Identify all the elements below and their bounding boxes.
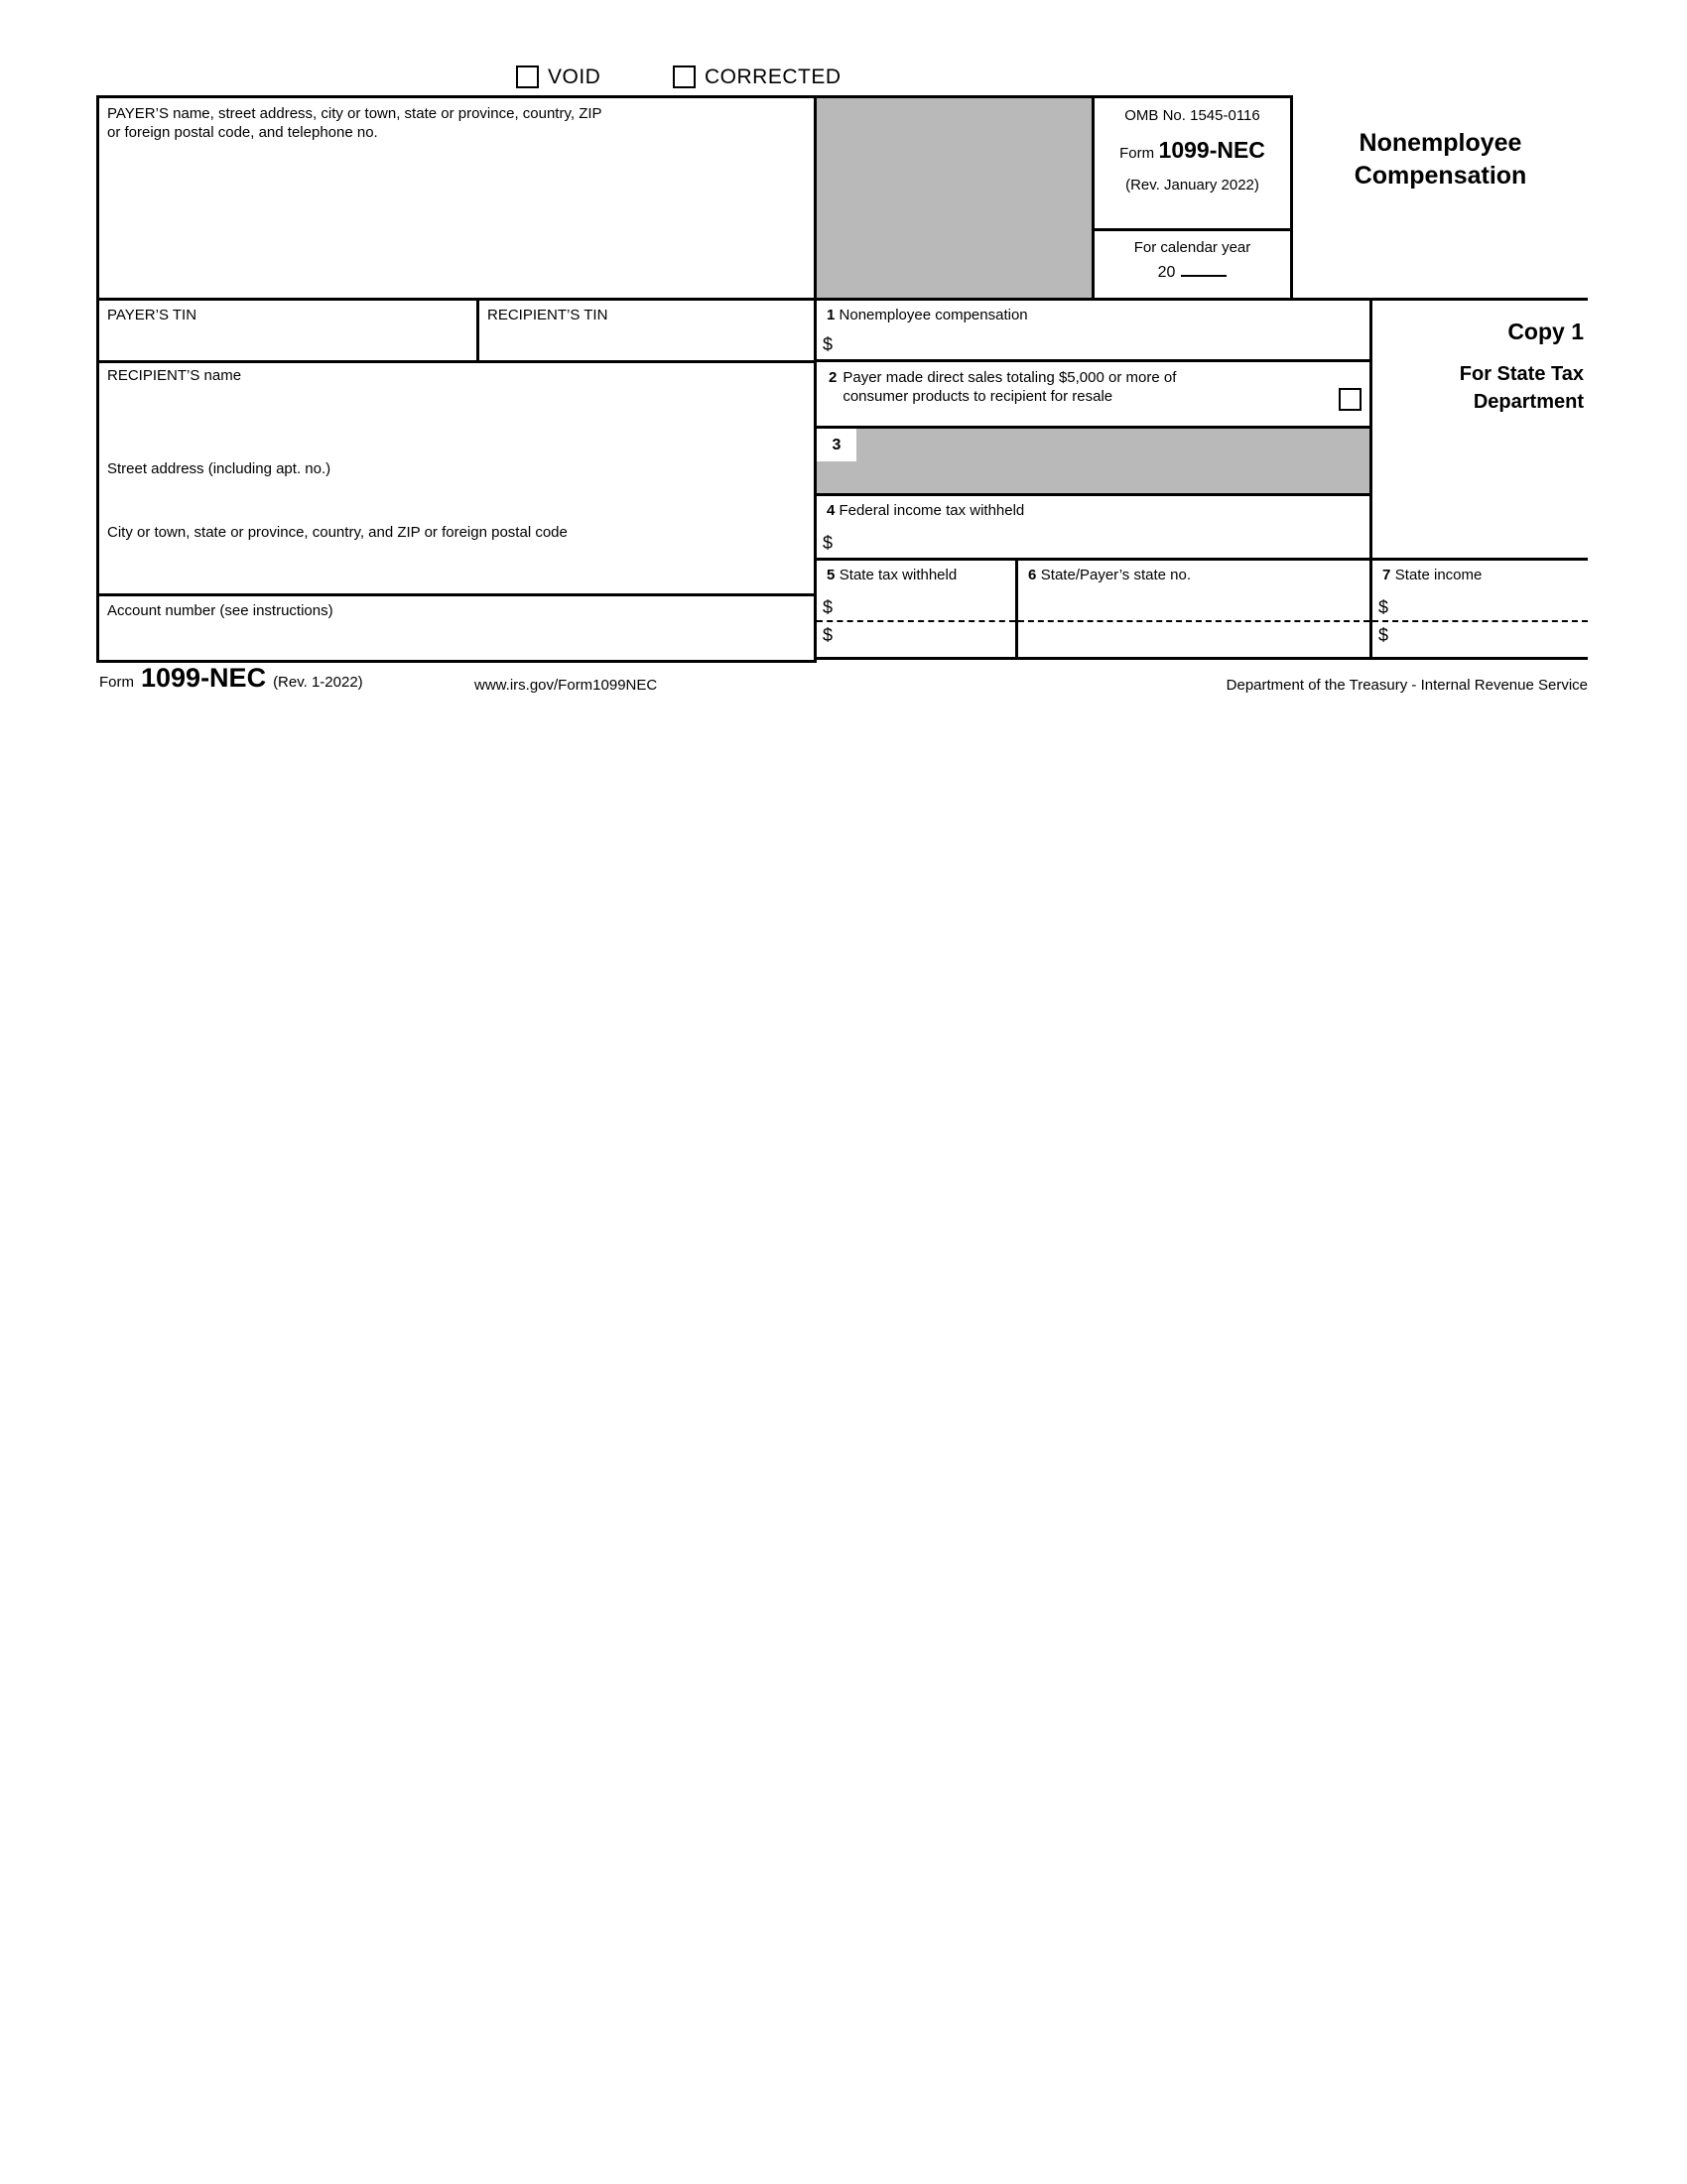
calendar-year-label: For calendar year [1133,239,1251,256]
box2-label-line2: consumer products to recipient for resale [843,388,1113,405]
corrected-checkbox[interactable] [673,65,696,88]
payer-info-label: PAYER’S name, street address, city or town, state or province, country, ZIP or foreign postal code, and telephone no. [107,105,602,141]
omb-form-box [1092,95,1293,301]
footer-form-number: 1099-NEC [141,663,267,693]
recipient-tin-label: RECIPIENT’S TIN [487,307,608,323]
payer-tin-field[interactable] [96,298,479,363]
box1-label-line [817,301,1369,324]
payer-info-field[interactable] [96,95,817,301]
recipient-tin-field[interactable] [476,298,817,363]
box1-label: Nonemployee compensation [839,307,1028,323]
box5-amount-field-1[interactable] [817,561,1015,622]
box2-number: 2 [829,369,838,386]
box6-number: 6 [1028,567,1037,583]
box5-amount-field-2[interactable] [817,622,1015,657]
box3-number: 3 [817,429,856,461]
recipient-name-label: RECIPIENT’S name [107,367,242,384]
recipient-address-area[interactable] [96,360,817,596]
year-prefix: 20 [1157,264,1176,281]
box2-label-line [817,362,1369,406]
footer-form-id [99,663,363,694]
copy-designation-area [1369,298,1588,558]
box5-dollar-sign-1: $ [823,597,834,617]
form-word: Form [1119,145,1155,162]
box1-nonemployee-compensation-field[interactable] [814,298,1372,362]
box7-dollar-sign-2: $ [1378,625,1389,645]
box6-field-1[interactable] [1018,561,1369,622]
box1-number: 1 [827,307,836,323]
resale-checkbox[interactable] [1339,388,1362,411]
copy-number: Copy 1 [1507,319,1584,344]
box7-amount-field-2[interactable] [1372,622,1588,657]
copy-recipient-line1: For State Tax [1459,363,1584,385]
box5-label: State tax withheld [839,567,958,583]
box7-state-income [1369,558,1588,660]
box4-label-line [817,496,1369,520]
box2-label-line1: Payer made direct sales totaling $5,000 or more of [843,369,1177,386]
box5-state-tax-withheld [814,558,1018,660]
box4-label: Federal income tax withheld [839,502,1025,519]
footer-irs-url: www.irs.gov/Form1099NEC [474,677,658,694]
account-number-field[interactable] [96,593,817,663]
footer-form-word: Form [99,674,134,691]
footer-revision: (Rev. 1-2022) [273,674,363,691]
shaded-area-top [814,95,1095,301]
box7-label: State income [1394,567,1483,583]
calendar-year-blank[interactable] [1181,262,1227,277]
box6-label: State/Payer’s state no. [1040,567,1191,583]
void-checkbox[interactable] [516,65,539,88]
form-title-line1: Nonemployee [1359,129,1522,157]
form-number-line [1095,137,1290,164]
box4-dollar-sign: $ [823,533,834,553]
box7-number: 7 [1382,567,1391,583]
form-number: 1099-NEC [1158,137,1265,163]
footer-treasury-label: Department of the Treasury - Internal Revenue Service [1226,677,1588,694]
box1-dollar-sign: $ [823,334,834,354]
account-number-label: Account number (see instructions) [107,602,333,619]
form-title [1293,127,1588,193]
box6-field-2[interactable] [1018,622,1369,657]
box4-federal-tax-withheld-field[interactable] [814,493,1372,561]
box4-number: 4 [827,502,836,519]
box6-state-payer-number [1015,558,1372,660]
payer-tin-label: PAYER’S TIN [107,307,197,323]
revision-label: (Rev. January 2022) [1125,177,1259,193]
omb-section [1095,98,1290,231]
city-state-zip-label: City or town, state or province, country, and ZIP or foreign postal code [107,524,568,541]
box5-number: 5 [827,567,836,583]
box7-dollar-sign-1: $ [1378,597,1389,617]
calendar-year-section [1095,231,1290,282]
copy-recipient-line2: Department [1473,391,1584,413]
form-title-line2: Compensation [1354,162,1527,190]
omb-number: OMB No. 1545-0116 [1124,107,1260,124]
box7-amount-field-1[interactable] [1372,561,1588,622]
box5-dollar-sign-2: $ [823,625,834,645]
street-address-label: Street address (including apt. no.) [107,460,331,477]
box2-direct-sales [814,359,1372,429]
box3-shaded-area [814,426,1372,496]
corrected-label: CORRECTED [705,65,842,88]
void-label: VOID [548,65,601,88]
